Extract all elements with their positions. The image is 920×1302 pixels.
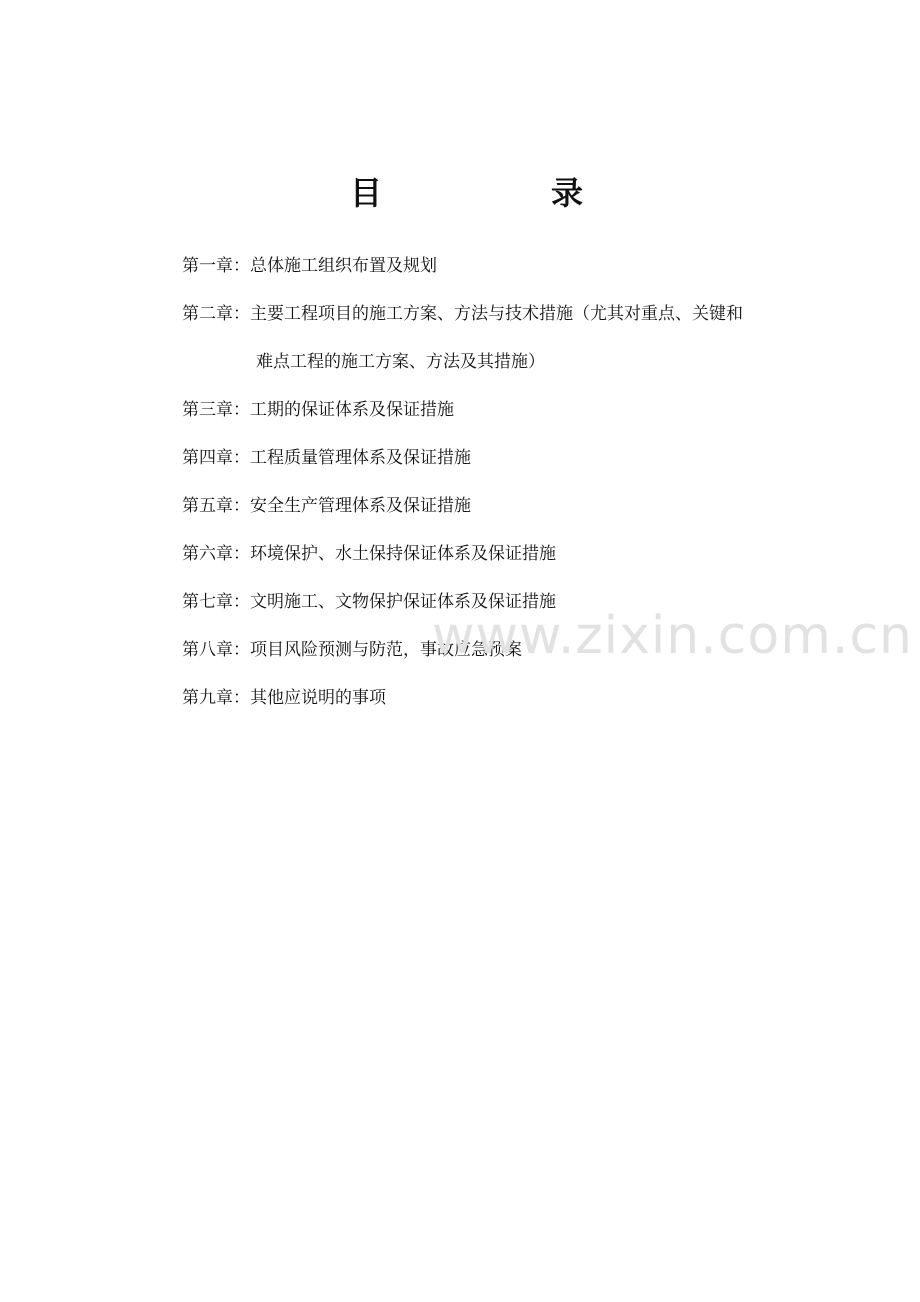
toc-item-chapter-5	[182, 494, 471, 518]
toc-item-text: 第九章：其他应说明的事项	[182, 688, 386, 708]
toc-item-continuation: 难点工程的施工方案、方法及其措施）	[256, 352, 545, 372]
toc-item-chapter-4	[182, 446, 471, 470]
toc-item-chapter-9	[182, 686, 386, 710]
toc-item-chapter-1	[182, 254, 437, 278]
toc-item-text: 第四章：工程质量管理体系及保证措施	[182, 448, 471, 468]
toc-item-chapter-8	[182, 638, 522, 662]
toc-item-text: 第八章：项目风险预测与防范，事故应急预案	[182, 640, 522, 660]
title-char-2: 录	[551, 174, 584, 212]
toc-item-chapter-7	[182, 590, 556, 614]
toc-item-text: 第三章：工期的保证体系及保证措施	[182, 400, 454, 420]
toc-item-chapter-3	[182, 398, 454, 422]
toc-item-text: 第六章：环境保护、水土保持保证体系及保证措施	[182, 544, 556, 564]
toc-item-text: 第七章：文明施工、文物保护保证体系及保证措施	[182, 592, 556, 612]
toc-item-text: 第一章：总体施工组织布置及规划	[182, 256, 437, 276]
toc-item-text: 第五章：安全生产管理体系及保证措施	[182, 496, 471, 516]
title-char-1: 目	[350, 174, 383, 212]
page-title	[0, 168, 920, 216]
toc-item-chapter-6	[182, 542, 556, 566]
toc-item-text: 第二章：主要工程项目的施工方案、方法与技术措施（尤其对重点、关键和	[182, 304, 743, 324]
watermark-text: www.zixin.com.cn	[432, 606, 913, 666]
toc-item-chapter-2	[182, 302, 743, 374]
